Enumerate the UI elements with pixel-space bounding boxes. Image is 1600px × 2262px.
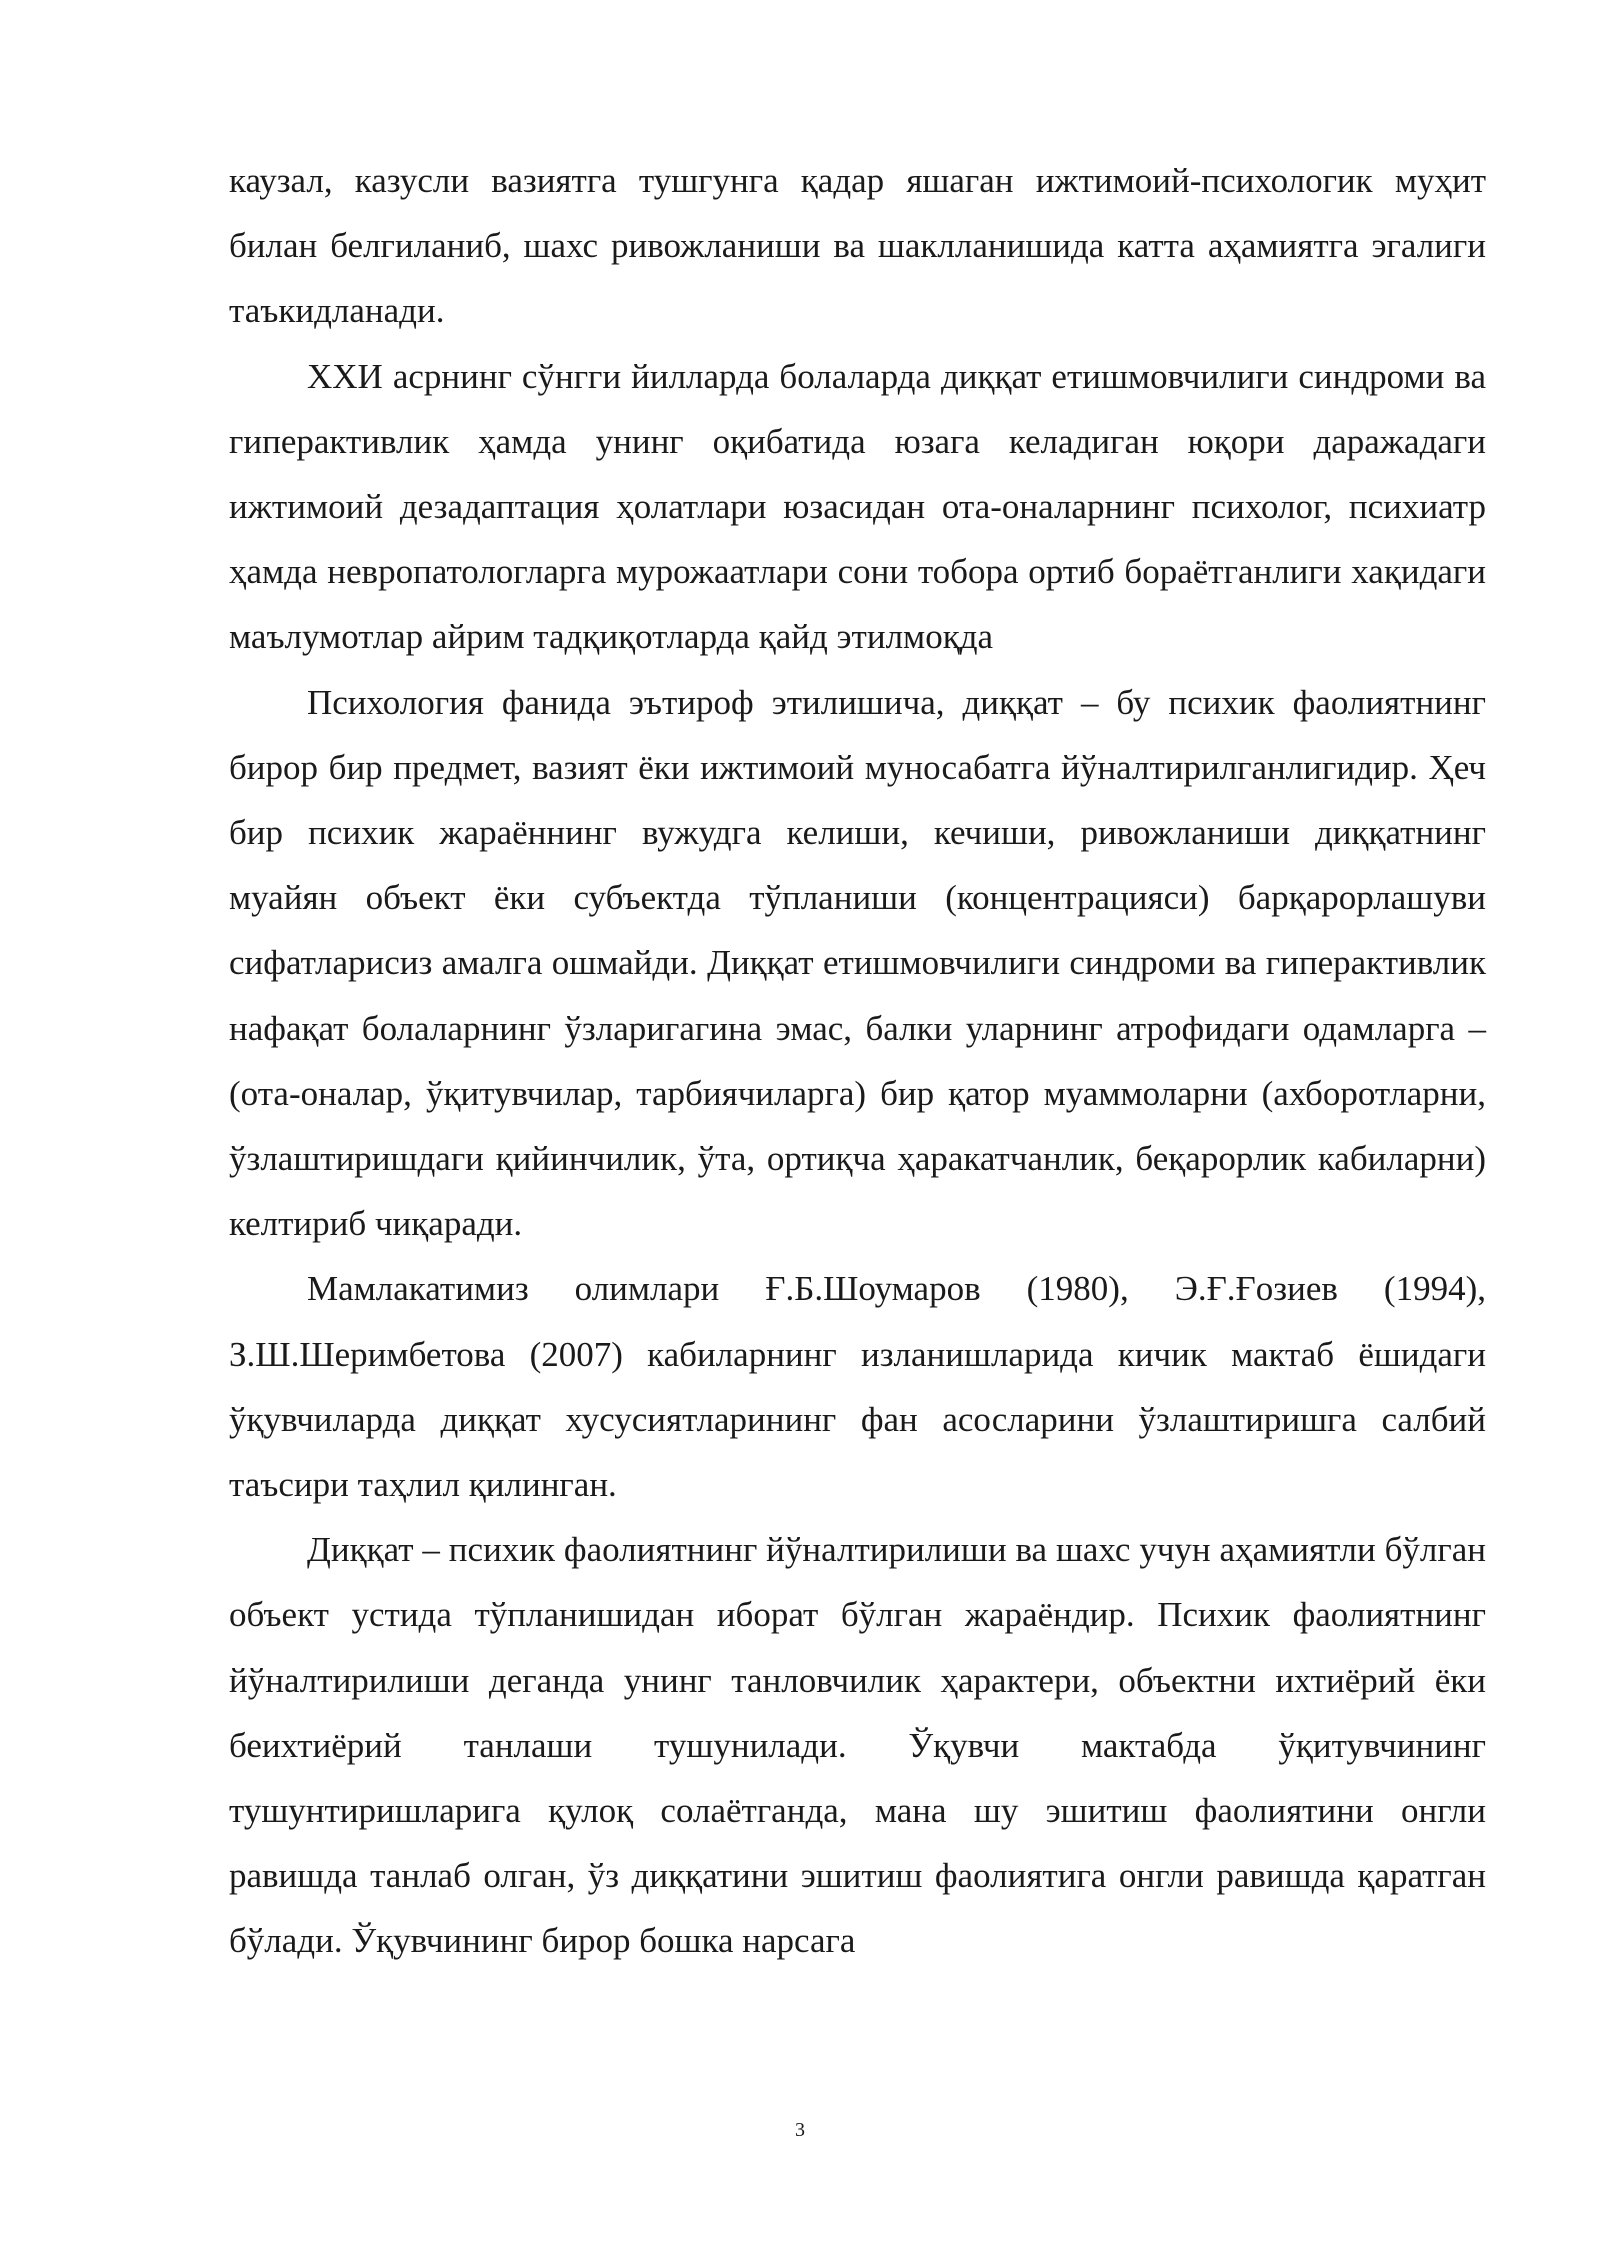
paragraph-5: Диққат – психик фаолиятнинг йўналтирилиши ва шахс учун аҳамиятли бўлган объект устида тўпланишидан иборат бўлган жараёндир. Психик фаолиятнинг йўналтирилиши деганда унинг танловчилик ҳарактери, объектни ихтиёрий ёки беихтиёрий танлаши тушунилади. Ўқувчи мактабда ўқитувчининг тушунтиришларига қулоқ солаётганда, мана шу эшитиш фаолиятини онгли равишда танлаб олган, ўз диққатини эшитиш фаолиятига онгли равишда қаратган бўлади. Ўқувчининг бирор бошка нарсага	[229, 1530, 1486, 1961]
page-number: 3	[795, 2119, 805, 2141]
paragraph-4: Мамлакатимиз олимлари Ғ.Б.Шоумаров (1980), Э.Ғ.Ғозиев (1994), З.Ш.Шеримбетова (2007) кабиларнинг изланишларида кичик мактаб ёшидаги ўқувчиларда диққат хусусиятларининг фан асосларини ўзлаштиришга салбий таъсири таҳлил қилинган.	[229, 1269, 1486, 1505]
paragraph-3: Психология фанида эътироф этилишича, диққат – бу психик фаолиятнинг бирор бир предмет, вазият ёки ижтимоий муносабатга йўналтирилганлигидир. Ҳеч бир психик жараённинг вужудга келиши, кечиши, ривожланиши диққатнинг муайян объект ёки субъектда тўпланиши (концентрацияси) барқарорлашуви сифатларисиз амалга ошмайди. Диққат етишмовчилиги синдроми ва гиперактивлик нафақат болаларнинг ўзларигагина эмас, балки уларнинг атрофидаги одамларга – (ота-оналар, ўқитувчилар, тарбиячиларга) бир қатор муаммоларни (ахборотларни, ўзлаштиришдаги қийинчилик, ўта, ортиқча ҳаракатчанлик, беқарорлик кабиларни) келтириб чиқаради.	[229, 682, 1486, 1244]
paragraph-1: каузал, казусли вазиятга тушгунга қадар яшаган ижтимоий-психологик муҳит билан белгиланиб, шахс ривожланиши ва шаклланишида катта аҳамиятга эгалиги таъкидланади.	[229, 161, 1486, 331]
text-body	[229, 148, 1486, 1974]
paragraph-2: XXИ асрнинг сўнгги йилларда болаларда диққат етишмовчилиги синдроми ва гиперактивлик ҳамда унинг оқибатида юзага келадиган юқори даражадаги ижтимоий дезадаптация ҳолатлари юзасидан ота-оналарнинг психолог, психиатр ҳамда невропатологларга мурожаатлари сони тобора ортиб бораётганлиги хақидаги маълумотлар айрим тадқиқотларда қайд этилмоқда	[229, 356, 1486, 657]
